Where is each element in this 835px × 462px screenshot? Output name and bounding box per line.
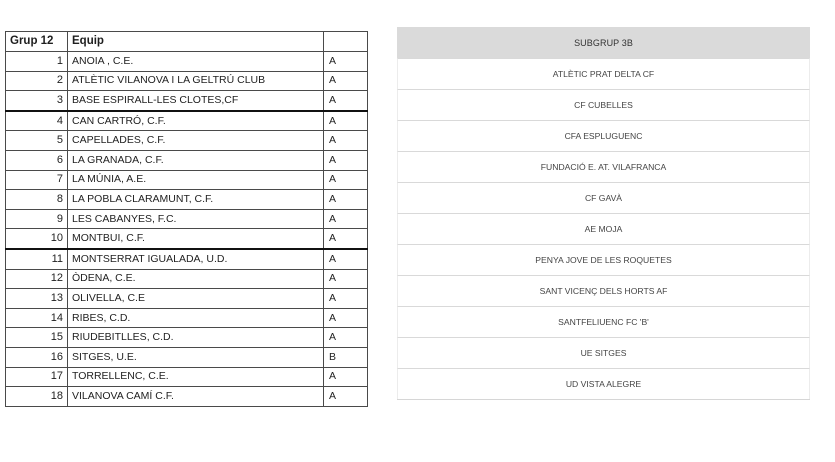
subgrup-title: SUBGRUP 3B bbox=[397, 27, 810, 58]
team-category: A bbox=[324, 52, 368, 72]
team-name: RIBES, C.D. bbox=[68, 308, 324, 328]
team-name: OLIVELLA, C.E bbox=[68, 289, 324, 309]
team-name: CAN CARTRÓ, C.F. bbox=[68, 111, 324, 131]
table-row bbox=[6, 150, 368, 170]
table-row bbox=[6, 190, 368, 210]
row-number: 5 bbox=[6, 131, 68, 151]
grup-12-table bbox=[5, 31, 368, 407]
row-number: 4 bbox=[6, 111, 68, 131]
table-row bbox=[6, 328, 368, 348]
row-number: 7 bbox=[6, 170, 68, 190]
subgrup-panel bbox=[397, 27, 810, 400]
team-name: MONTSERRAT IGUALADA, U.D. bbox=[68, 249, 324, 269]
team-category: A bbox=[324, 111, 368, 131]
header-grup: Grup 12 bbox=[6, 32, 68, 52]
team-category: A bbox=[324, 367, 368, 387]
row-number: 9 bbox=[6, 209, 68, 229]
table-row bbox=[6, 111, 368, 131]
list-item: PENYA JOVE DE LES ROQUETES bbox=[397, 244, 810, 275]
table-row bbox=[6, 289, 368, 309]
table-row bbox=[6, 269, 368, 289]
list-item: UD VISTA ALEGRE bbox=[397, 368, 810, 399]
table-row bbox=[6, 229, 368, 249]
team-name: VILANOVA CAMÍ C.F. bbox=[68, 387, 324, 407]
table-row bbox=[6, 71, 368, 91]
team-category: B bbox=[324, 347, 368, 367]
team-category: A bbox=[324, 170, 368, 190]
row-number: 8 bbox=[6, 190, 68, 210]
header-equip: Equip bbox=[68, 32, 324, 52]
team-name: LES CABANYES, F.C. bbox=[68, 209, 324, 229]
table-row bbox=[6, 209, 368, 229]
team-category: A bbox=[324, 249, 368, 269]
row-number: 6 bbox=[6, 150, 68, 170]
team-category: A bbox=[324, 269, 368, 289]
row-number: 11 bbox=[6, 249, 68, 269]
team-name: ATLÈTIC VILANOVA I LA GELTRÚ CLUB bbox=[68, 71, 324, 91]
team-name: LA POBLA CLARAMUNT, C.F. bbox=[68, 190, 324, 210]
table-row bbox=[6, 131, 368, 151]
team-category: A bbox=[324, 328, 368, 348]
team-category: A bbox=[324, 190, 368, 210]
table-row bbox=[6, 249, 368, 269]
table-row bbox=[6, 387, 368, 407]
list-item: AE MOJA bbox=[397, 213, 810, 244]
row-number: 2 bbox=[6, 71, 68, 91]
list-item: UE SITGES bbox=[397, 337, 810, 368]
table-row bbox=[6, 347, 368, 367]
grup-table-body bbox=[6, 52, 368, 407]
team-name: LA GRANADA, C.F. bbox=[68, 150, 324, 170]
row-number: 12 bbox=[6, 269, 68, 289]
list-item: FUNDACIÓ E. AT. VILAFRANCA bbox=[397, 151, 810, 182]
team-category: A bbox=[324, 229, 368, 249]
header-category bbox=[324, 32, 368, 52]
team-name: ÒDENA, C.E. bbox=[68, 269, 324, 289]
team-category: A bbox=[324, 209, 368, 229]
row-number: 1 bbox=[6, 52, 68, 72]
team-name: CAPELLADES, C.F. bbox=[68, 131, 324, 151]
table-header-row bbox=[6, 32, 368, 52]
team-category: A bbox=[324, 308, 368, 328]
row-number: 13 bbox=[6, 289, 68, 309]
team-name: TORRELLENC, C.E. bbox=[68, 367, 324, 387]
team-name: RIUDEBITLLES, C.D. bbox=[68, 328, 324, 348]
team-name: LA MÚNIA, A.E. bbox=[68, 170, 324, 190]
team-name: SITGES, U.E. bbox=[68, 347, 324, 367]
list-item: CF CUBELLES bbox=[397, 89, 810, 120]
table-row bbox=[6, 91, 368, 111]
row-number: 10 bbox=[6, 229, 68, 249]
row-number: 17 bbox=[6, 367, 68, 387]
row-number: 3 bbox=[6, 91, 68, 111]
list-item: CF GAVÀ bbox=[397, 182, 810, 213]
table-row bbox=[6, 367, 368, 387]
row-number: 16 bbox=[6, 347, 68, 367]
row-number: 14 bbox=[6, 308, 68, 328]
team-category: A bbox=[324, 289, 368, 309]
team-name: BASE ESPIRALL-LES CLOTES,CF bbox=[68, 91, 324, 111]
table-row bbox=[6, 52, 368, 72]
team-category: A bbox=[324, 387, 368, 407]
subgrup-club-list bbox=[397, 58, 810, 399]
row-number: 15 bbox=[6, 328, 68, 348]
team-category: A bbox=[324, 91, 368, 111]
list-item: ATLÈTIC PRAT DELTA CF bbox=[397, 58, 810, 89]
table-row bbox=[6, 308, 368, 328]
team-name: ANOIA , C.E. bbox=[68, 52, 324, 72]
list-item: CFA ESPLUGUENC bbox=[397, 120, 810, 151]
table-row bbox=[6, 170, 368, 190]
list-item: SANTFELIUENC FC 'B' bbox=[397, 306, 810, 337]
team-category: A bbox=[324, 131, 368, 151]
team-name: MONTBUI, C.F. bbox=[68, 229, 324, 249]
list-item: SANT VICENÇ DELS HORTS AF bbox=[397, 275, 810, 306]
team-category: A bbox=[324, 71, 368, 91]
row-number: 18 bbox=[6, 387, 68, 407]
team-category: A bbox=[324, 150, 368, 170]
